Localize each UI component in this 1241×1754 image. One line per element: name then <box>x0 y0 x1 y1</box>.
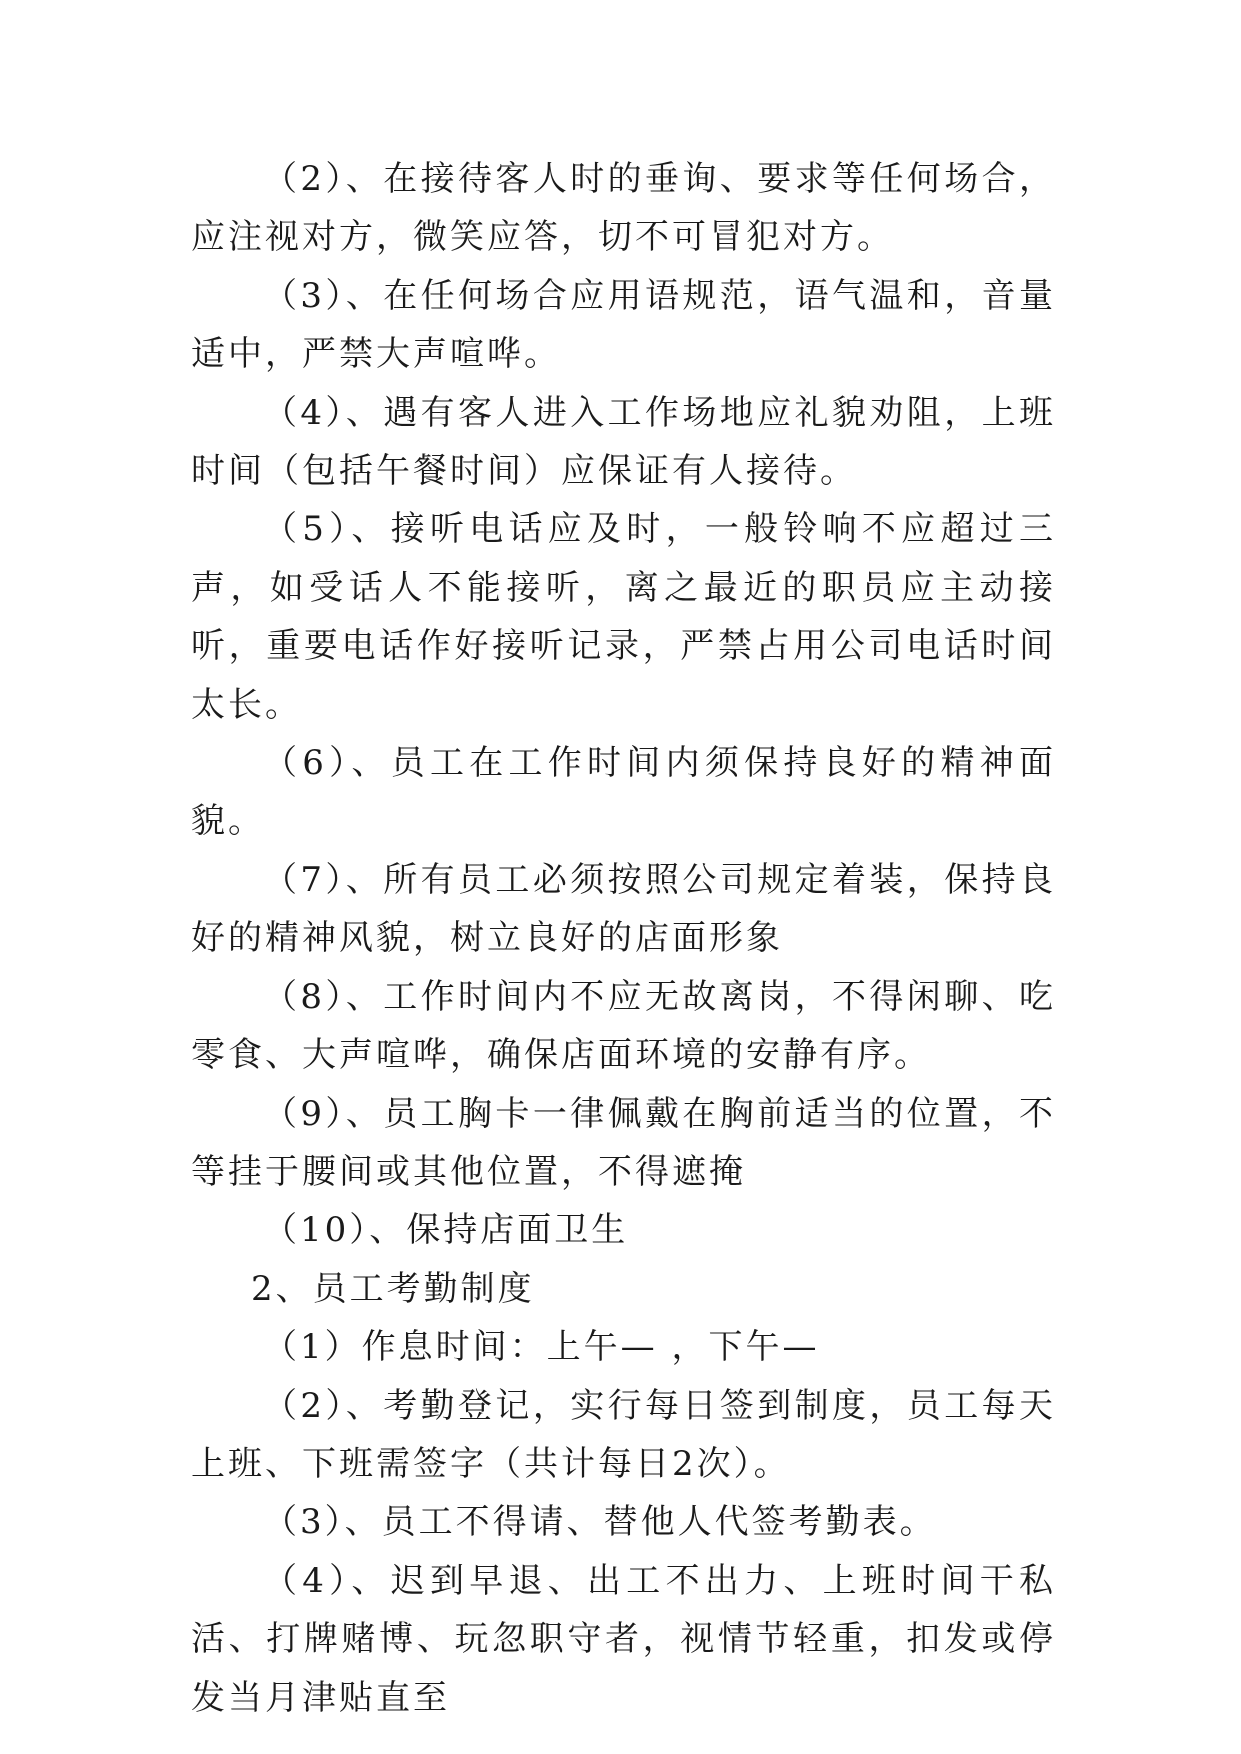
paragraph-attendance-1-hours: （1）作息时间：上午— ，下午— <box>263 1327 820 1368</box>
section-heading-attendance: 2、员工考勤制度 <box>251 1268 535 1309</box>
paragraph-attendance-3-no-proxy: （3）、员工不得请、替他人代签考勤表。 <box>263 1502 937 1543</box>
paragraph-10-hygiene: （10）、保持店面卫生 <box>263 1210 629 1251</box>
paragraph-attendance-4-penalties: （4）、迟到早退、出工不出力、上班时间干私活、打牌赌博、玩忽职守者，视情节轻重，扣发或停发当月津贴直至 <box>191 1560 1056 1718</box>
paragraph-6-spirit: （6）、员工在工作时间内须保持良好的精神面貌。 <box>191 743 1056 842</box>
paragraph-3-polite-language: （3）、在任何场合应用语规范，语气温和，音量适中，严禁大声喧哗。 <box>191 275 1056 375</box>
paragraph-4-visitors: （4）、遇有客人进入工作场地应礼貌劝阻，上班时间（包括午餐时间）应保证有人接待。 <box>191 392 1056 492</box>
paragraph-7-dress-code: （7）、所有员工必须按照公司规定着装，保持良好的精神风貌，树立良好的店面形象 <box>191 859 1056 959</box>
paragraph-5-phone-answering: （5）、接听电话应及时，一般铃响不应超过三声，如受话人不能接听，离之最近的职员应主动接听，重要电话作好接听记录，严禁占用公司电话时间太长。 <box>191 509 1056 725</box>
paragraph-2-greeting-guests: （2）、在接待客人时的垂询、要求等任何场合，应注视对方，微笑应答，切不可冒犯对方。 <box>191 159 1056 258</box>
paragraph-8-no-leaving-post: （8）、工作时间内不应无故离岗，不得闲聊、吃零食、大声喧哗，确保店面环境的安静有序。 <box>191 976 1056 1076</box>
paragraph-attendance-2-sign-in: （2）、考勤登记，实行每日签到制度，员工每天上班、下班需签字（共计每日2次）。 <box>191 1385 1056 1484</box>
paragraph-9-badge: （9）、员工胸卡一律佩戴在胸前适当的位置，不等挂于腰间或其他位置，不得遮掩 <box>191 1093 1056 1192</box>
document-body <box>191 150 1056 1727</box>
